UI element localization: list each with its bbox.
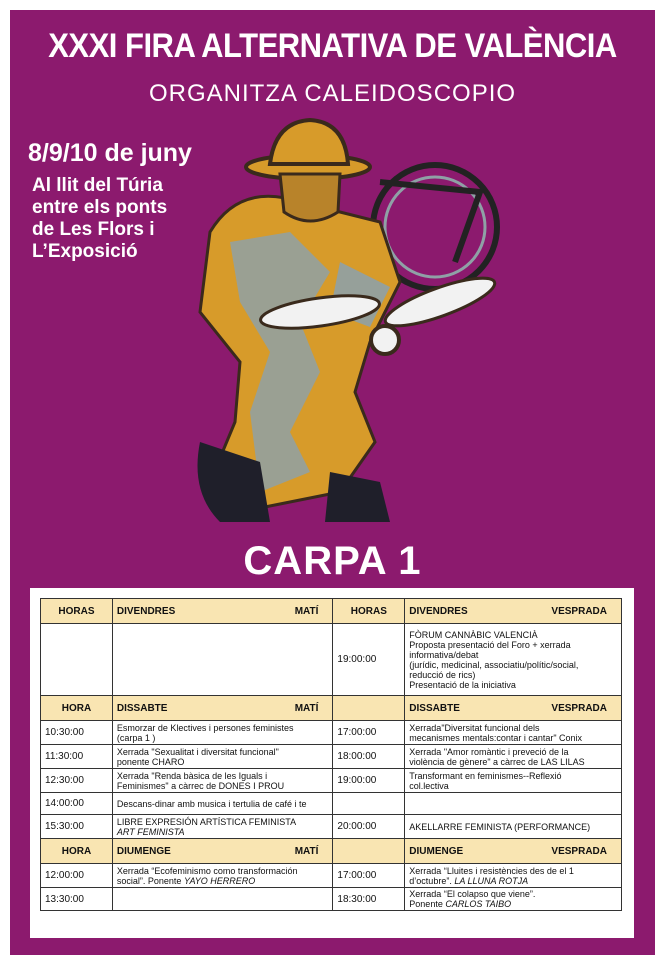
location-line: de Les Flors i bbox=[32, 219, 155, 240]
location-line: entre els ponts bbox=[32, 197, 168, 218]
day-label: DIVENDRES bbox=[409, 605, 468, 617]
event-cell bbox=[405, 864, 622, 888]
event-text: d’octubre”. bbox=[409, 875, 455, 886]
event-line bbox=[409, 876, 617, 886]
speaker-name: CARLOS TAIBO bbox=[445, 899, 512, 909]
event-cell bbox=[405, 745, 622, 769]
event-line: LIBRE EXPRESIÓN ARTÍSTICA FEMINISTA bbox=[116, 816, 297, 827]
morning-header bbox=[112, 839, 333, 864]
time-cell: 10:30:00 bbox=[41, 721, 113, 745]
face-shape bbox=[280, 174, 340, 221]
friday-header-row bbox=[41, 599, 622, 624]
period-label: VESPRADA bbox=[551, 702, 607, 714]
table-row bbox=[41, 864, 622, 888]
table-row bbox=[41, 745, 622, 769]
day-label: DIUMENGE bbox=[116, 845, 171, 857]
event-line: AKELLARRE FEMINISTA (PERFORMANCE) bbox=[409, 821, 591, 832]
hora-header: HORA bbox=[41, 696, 113, 721]
event-line: (carpa 1 ) bbox=[116, 732, 156, 743]
period-label: MATÍ bbox=[294, 702, 319, 714]
morning-header bbox=[112, 599, 333, 624]
event-line: Presentació de la iniciativa bbox=[409, 679, 516, 690]
table-row bbox=[41, 721, 622, 745]
event-text: social”. Ponente bbox=[116, 875, 184, 886]
time-cell: 18:30:00 bbox=[333, 888, 405, 911]
event-line: Transformant en feminismes--Reflexió bbox=[409, 770, 562, 781]
hora-header bbox=[333, 696, 405, 721]
event-line: Esmorzar de Klectives i persones feministes bbox=[116, 722, 294, 733]
table-row bbox=[41, 624, 622, 696]
event-title: XXXI FIRA ALTERNATIVA DE VALÈNCIA bbox=[48, 26, 617, 65]
schedule-table bbox=[40, 598, 622, 911]
location-line: Al llit del Túria bbox=[32, 175, 163, 196]
table-row bbox=[41, 888, 622, 911]
time-cell bbox=[333, 793, 405, 815]
day-label: DIUMENGE bbox=[409, 845, 464, 857]
time-cell: 17:00:00 bbox=[333, 721, 405, 745]
time-cell: 15:30:00 bbox=[41, 815, 113, 839]
event-subtitle: ORGANITZA CALEIDOSCOPIO bbox=[148, 80, 517, 107]
event-cell bbox=[405, 793, 622, 815]
event-dates: 8/9/10 de juny bbox=[28, 139, 192, 167]
hora-header bbox=[333, 839, 405, 864]
event-cell bbox=[112, 624, 333, 696]
afternoon-header bbox=[405, 839, 622, 864]
event-line: Xerrada"Diversitat funcional dels bbox=[409, 722, 540, 733]
event-line: Xerrada "Amor romàntic i preveció de la bbox=[409, 746, 569, 757]
period-label: VESPRADA bbox=[551, 605, 607, 617]
hat-icon bbox=[246, 120, 370, 179]
event-cell bbox=[112, 793, 333, 815]
event-line: (jurídic, medicinal, associatiu/polític/social, bbox=[409, 659, 579, 670]
event-line: Xerrada “El colapso que viene”. bbox=[409, 889, 536, 899]
event-line: ART FEMINISTA bbox=[116, 826, 185, 837]
event-cell bbox=[112, 864, 333, 888]
event-cell bbox=[112, 721, 333, 745]
period-label: VESPRADA bbox=[551, 845, 607, 857]
event-line: Feminismes" a càrrec de DONES I PROU bbox=[116, 780, 285, 791]
event-line: reducció de rics) bbox=[409, 669, 476, 680]
event-line: Descans-dinar amb musica i tertulia de café i te bbox=[116, 798, 307, 809]
time-cell: 14:00:00 bbox=[41, 793, 113, 815]
event-text: Ponente bbox=[409, 899, 446, 909]
time-cell: 18:00:00 bbox=[333, 745, 405, 769]
time-cell: 19:00:00 bbox=[333, 769, 405, 793]
event-cell bbox=[405, 624, 622, 696]
event-line: violència de gènere" a càrrec de LAS LILAS bbox=[409, 756, 585, 767]
event-cell bbox=[405, 888, 622, 911]
time-cell: 17:00:00 bbox=[333, 864, 405, 888]
event-line: ponente CHARO bbox=[116, 756, 185, 767]
time-cell bbox=[41, 624, 113, 696]
event-cell bbox=[112, 815, 333, 839]
event-location bbox=[32, 175, 167, 263]
event-line: mecanismes mentals:contar i cantar" Conix bbox=[409, 732, 583, 743]
event-line: FÒRUM CANNÀBIC VALENCIÀ bbox=[409, 629, 538, 640]
event-cell bbox=[112, 769, 333, 793]
afternoon-header bbox=[405, 599, 622, 624]
cyclist-illustration bbox=[180, 112, 540, 532]
event-line bbox=[117, 876, 329, 886]
hora-header: HORA bbox=[41, 839, 113, 864]
event-cell bbox=[405, 721, 622, 745]
saturday-header-row bbox=[41, 696, 622, 721]
time-cell: 20:00:00 bbox=[333, 815, 405, 839]
speaker-name: YAYO HERRERO bbox=[183, 875, 256, 886]
morning-header bbox=[112, 696, 333, 721]
table-row bbox=[41, 793, 622, 815]
event-line: Xerrada “Lluites i resistències des de el 1 bbox=[409, 865, 574, 876]
hora-header: HORAS bbox=[333, 599, 405, 624]
day-label: DIVENDRES bbox=[116, 605, 176, 617]
period-label: MATÍ bbox=[294, 605, 319, 617]
table-row bbox=[41, 815, 622, 839]
period-label: MATÍ bbox=[294, 845, 319, 857]
event-cell bbox=[405, 769, 622, 793]
time-cell: 19:00:00 bbox=[333, 624, 405, 696]
day-label: DISSABTE bbox=[116, 702, 168, 714]
time-cell: 12:00:00 bbox=[41, 864, 113, 888]
event-cell bbox=[112, 745, 333, 769]
tent-title: CARPA 1 bbox=[243, 539, 422, 583]
event-line: Xerrada "Sexualitat i diversitat funcional" bbox=[116, 746, 279, 757]
event-line: col.lectiva bbox=[409, 780, 449, 791]
hora-header: HORAS bbox=[41, 599, 113, 624]
table-row bbox=[41, 769, 622, 793]
time-cell: 13:30:00 bbox=[41, 888, 113, 911]
event-line: Xerrada “Ecofeminismo como transformación bbox=[116, 865, 298, 876]
sunday-header-row bbox=[41, 839, 622, 864]
event-cell bbox=[112, 888, 333, 911]
afternoon-header bbox=[405, 696, 622, 721]
event-line bbox=[409, 899, 617, 909]
speaker-name: LA LLUNA ROTJA bbox=[454, 875, 529, 886]
location-line: L’Exposició bbox=[32, 241, 138, 262]
event-line: Xerrada "Renda bàsica de les Iguals i bbox=[116, 770, 268, 781]
time-cell: 12:30:00 bbox=[41, 769, 113, 793]
schedule-panel bbox=[30, 588, 634, 938]
time-cell: 11:30:00 bbox=[41, 745, 113, 769]
event-line: Proposta presentació del Foro + xerrada bbox=[409, 639, 571, 650]
event-line: informativa/debat bbox=[409, 649, 479, 660]
event-cell bbox=[405, 815, 622, 839]
day-label: DISSABTE bbox=[409, 702, 460, 714]
